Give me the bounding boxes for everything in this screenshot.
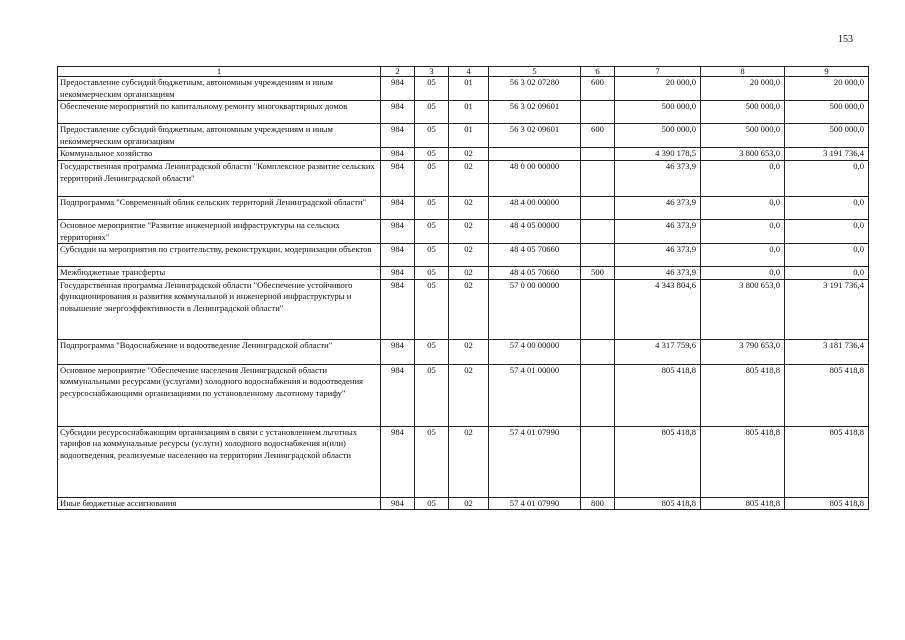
cell-expense-type: 800 xyxy=(581,497,615,510)
column-number-row xyxy=(58,67,869,77)
cell-amount-col7: 805 418,8 xyxy=(615,426,701,497)
cell-expense-type xyxy=(581,160,615,196)
cell-amount-col9: 500 000,0 xyxy=(785,124,869,148)
cell-amount-col8: 0,0 xyxy=(701,160,785,196)
cell-amount-col9: 3 191 736,4 xyxy=(785,279,869,339)
cell-amount-col9: 3 181 736,4 xyxy=(785,339,869,364)
cell-amount-col9: 20 000,0 xyxy=(785,77,869,101)
cell-expense-type: 600 xyxy=(581,124,615,148)
cell-amount-col9: 500 000,0 xyxy=(785,101,869,124)
cell-target-article: 56 3 02 09601 xyxy=(489,124,581,148)
column-header: 2 xyxy=(381,67,415,77)
cell-amount-col9: 0,0 xyxy=(785,160,869,196)
row-name: Подпрограмма "Современный облик сельских территорий Ленинградской области" xyxy=(58,196,381,219)
table-row xyxy=(58,77,869,101)
cell-amount-col9: 0,0 xyxy=(785,267,869,280)
column-header: 4 xyxy=(449,67,489,77)
table-row xyxy=(58,267,869,280)
cell-amount-col7: 500 000,0 xyxy=(615,101,701,124)
cell-section: 05 xyxy=(415,196,449,219)
cell-subsection: 01 xyxy=(449,77,489,101)
cell-amount-col8: 805 418,8 xyxy=(701,426,785,497)
table-row xyxy=(58,219,869,243)
column-header: 3 xyxy=(415,67,449,77)
cell-section: 05 xyxy=(415,244,449,267)
cell-amount-col7: 46 373,9 xyxy=(615,244,701,267)
page-number: 153 xyxy=(838,34,853,45)
cell-target-article: 57 4 01 00000 xyxy=(489,364,581,426)
row-name: Иные бюджетные ассигнования xyxy=(58,497,381,510)
cell-amount-col7: 4 343 804,6 xyxy=(615,279,701,339)
cell-amount-col7: 4 317 759,6 xyxy=(615,339,701,364)
cell-ministry-code: 984 xyxy=(381,279,415,339)
table-row xyxy=(58,339,869,364)
table-row xyxy=(58,364,869,426)
cell-amount-col8: 0,0 xyxy=(701,244,785,267)
cell-ministry-code: 984 xyxy=(381,339,415,364)
cell-subsection: 02 xyxy=(449,160,489,196)
cell-amount-col8: 3 800 653,0 xyxy=(701,279,785,339)
cell-subsection: 02 xyxy=(449,219,489,243)
cell-amount-col7: 46 373,9 xyxy=(615,196,701,219)
cell-section: 05 xyxy=(415,497,449,510)
cell-ministry-code: 984 xyxy=(381,77,415,101)
table-row xyxy=(58,148,869,161)
row-name: Основное мероприятие "Обеспечение населения Ленинградской области коммунальными ресурсами (услугами) холодного водоснабжения и водоотведения ресурсоснабжающими организациями по установленному льготному тарифу" xyxy=(58,364,381,426)
cell-subsection: 02 xyxy=(449,339,489,364)
table-row xyxy=(58,101,869,124)
cell-amount-col8: 0,0 xyxy=(701,267,785,280)
cell-section: 05 xyxy=(415,426,449,497)
cell-ministry-code: 984 xyxy=(381,426,415,497)
cell-expense-type xyxy=(581,279,615,339)
cell-subsection: 02 xyxy=(449,426,489,497)
cell-amount-col8: 500 000,0 xyxy=(701,101,785,124)
cell-section: 05 xyxy=(415,219,449,243)
row-name: Предоставление субсидий бюджетным, автономным учреждениям и иным некоммерческим организациям xyxy=(58,124,381,148)
cell-target-article: 57 4 01 07990 xyxy=(489,497,581,510)
cell-amount-col7: 46 373,9 xyxy=(615,160,701,196)
cell-ministry-code: 984 xyxy=(381,497,415,510)
cell-ministry-code: 984 xyxy=(381,364,415,426)
cell-section: 05 xyxy=(415,160,449,196)
cell-subsection: 02 xyxy=(449,244,489,267)
column-header: 5 xyxy=(489,67,581,77)
cell-section: 05 xyxy=(415,77,449,101)
column-header: 9 xyxy=(785,67,869,77)
column-header: 1 xyxy=(58,67,381,77)
cell-expense-type xyxy=(581,244,615,267)
cell-amount-col7: 805 418,8 xyxy=(615,364,701,426)
cell-amount-col8: 0,0 xyxy=(701,219,785,243)
cell-amount-col7: 500 000,0 xyxy=(615,124,701,148)
cell-expense-type xyxy=(581,426,615,497)
cell-expense-type xyxy=(581,148,615,161)
cell-section: 05 xyxy=(415,339,449,364)
cell-amount-col7: 4 390 178,5 xyxy=(615,148,701,161)
cell-expense-type: 500 xyxy=(581,267,615,280)
cell-target-article: 48 4 00 00000 xyxy=(489,196,581,219)
cell-amount-col8: 3 800 653,0 xyxy=(701,148,785,161)
row-name: Субсидии на мероприятия по строительству, реконструкции, модернизации объектов xyxy=(58,244,381,267)
cell-amount-col9: 805 418,8 xyxy=(785,364,869,426)
cell-ministry-code: 984 xyxy=(381,160,415,196)
cell-section: 05 xyxy=(415,267,449,280)
row-name: Обеспечение мероприятий по капитальному ремонту многоквартирных домов xyxy=(58,101,381,124)
cell-amount-col8: 805 418,8 xyxy=(701,497,785,510)
cell-amount-col8: 3 790 653,0 xyxy=(701,339,785,364)
cell-subsection: 01 xyxy=(449,101,489,124)
cell-amount-col9: 3 191 736,4 xyxy=(785,148,869,161)
budget-table xyxy=(57,66,869,510)
cell-expense-type xyxy=(581,196,615,219)
cell-ministry-code: 984 xyxy=(381,101,415,124)
cell-expense-type xyxy=(581,339,615,364)
cell-amount-col9: 0,0 xyxy=(785,244,869,267)
cell-target-article xyxy=(489,148,581,161)
cell-subsection: 02 xyxy=(449,279,489,339)
row-name: Коммунальное хозяйство xyxy=(58,148,381,161)
cell-amount-col8: 805 418,8 xyxy=(701,364,785,426)
cell-target-article: 56 3 02 09601 xyxy=(489,101,581,124)
column-header: 6 xyxy=(581,67,615,77)
cell-subsection: 02 xyxy=(449,497,489,510)
cell-amount-col9: 0,0 xyxy=(785,196,869,219)
cell-target-article: 57 4 00 00000 xyxy=(489,339,581,364)
cell-amount-col9: 805 418,8 xyxy=(785,497,869,510)
table-row xyxy=(58,244,869,267)
cell-amount-col8: 0,0 xyxy=(701,196,785,219)
cell-expense-type xyxy=(581,101,615,124)
row-name: Подпрограмма "Водоснабжение и водоотведение Ленинградской области" xyxy=(58,339,381,364)
cell-expense-type: 600 xyxy=(581,77,615,101)
cell-ministry-code: 984 xyxy=(381,124,415,148)
cell-ministry-code: 984 xyxy=(381,244,415,267)
table-row xyxy=(58,279,869,339)
cell-amount-col7: 46 373,9 xyxy=(615,219,701,243)
row-name: Субсидии ресурсоснабжающим организациям в связи с установлением льготных тарифов на коммунальные ресурсы (услуги) холодного водоснабжения и(или) водоотведения, реализуемые населению на территории Ленинградской области xyxy=(58,426,381,497)
cell-amount-col8: 500 000,0 xyxy=(701,124,785,148)
table-row xyxy=(58,160,869,196)
cell-ministry-code: 984 xyxy=(381,148,415,161)
table-row xyxy=(58,196,869,219)
cell-section: 05 xyxy=(415,124,449,148)
cell-amount-col7: 805 418,8 xyxy=(615,497,701,510)
table-row xyxy=(58,426,869,497)
cell-amount-col7: 20 000,0 xyxy=(615,77,701,101)
cell-expense-type xyxy=(581,219,615,243)
cell-subsection: 02 xyxy=(449,364,489,426)
cell-target-article: 48 4 05 70660 xyxy=(489,244,581,267)
cell-ministry-code: 984 xyxy=(381,219,415,243)
cell-target-article: 57 0 00 00000 xyxy=(489,279,581,339)
row-name: Основное мероприятие "Развитие инженерной инфраструктуры на сельских территориях" xyxy=(58,219,381,243)
row-name: Предоставление субсидий бюджетным, автономным учреждениям и иным некоммерческим организациям xyxy=(58,77,381,101)
cell-section: 05 xyxy=(415,364,449,426)
cell-section: 05 xyxy=(415,148,449,161)
cell-section: 05 xyxy=(415,279,449,339)
cell-subsection: 02 xyxy=(449,196,489,219)
cell-amount-col8: 20 000,0 xyxy=(701,77,785,101)
column-header: 7 xyxy=(615,67,701,77)
cell-target-article: 48 4 05 70660 xyxy=(489,267,581,280)
column-header: 8 xyxy=(701,67,785,77)
cell-subsection: 02 xyxy=(449,148,489,161)
row-name: Государственная программа Ленинградской области "Обеспечение устойчивого функционирования и развития коммунальной и инженерной инфраструктуры и повышение энергоэффективности в Ленинградской области" xyxy=(58,279,381,339)
cell-target-article: 48 0 00 00000 xyxy=(489,160,581,196)
cell-amount-col9: 805 418,8 xyxy=(785,426,869,497)
cell-subsection: 02 xyxy=(449,267,489,280)
row-name: Межбюджетные трансферты xyxy=(58,267,381,280)
cell-subsection: 01 xyxy=(449,124,489,148)
cell-target-article: 48 4 05 00000 xyxy=(489,219,581,243)
cell-target-article: 57 4 01 07990 xyxy=(489,426,581,497)
cell-target-article: 56 3 02 07280 xyxy=(489,77,581,101)
cell-ministry-code: 984 xyxy=(381,267,415,280)
table-row xyxy=(58,124,869,148)
table-row xyxy=(58,497,869,510)
cell-ministry-code: 984 xyxy=(381,196,415,219)
cell-amount-col9: 0,0 xyxy=(785,219,869,243)
cell-section: 05 xyxy=(415,101,449,124)
cell-amount-col7: 46 373,9 xyxy=(615,267,701,280)
row-name: Государственная программа Ленинградской области "Комплексное развитие сельских территорий Ленинградской области" xyxy=(58,160,381,196)
cell-expense-type xyxy=(581,364,615,426)
